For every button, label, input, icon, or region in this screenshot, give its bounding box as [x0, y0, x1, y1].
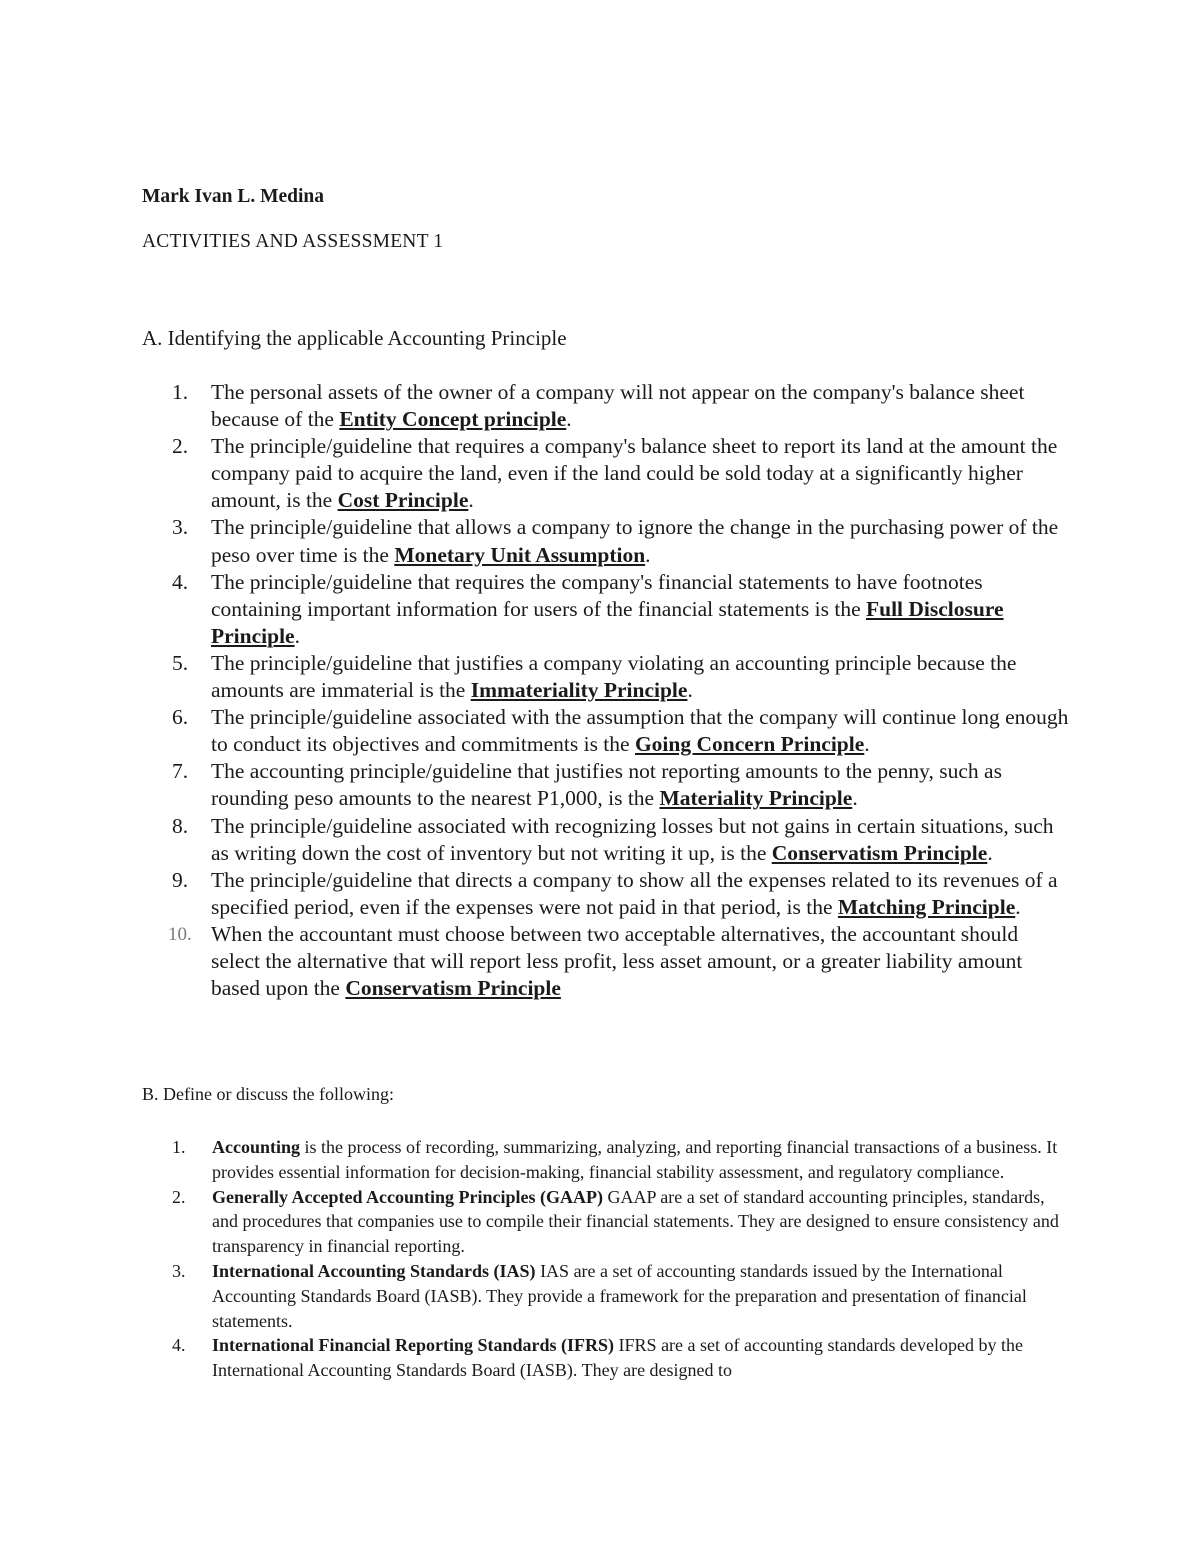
item-number: 1.: [172, 380, 189, 404]
item-answer: Monetary Unit Assumption: [394, 542, 646, 567]
section-b-heading: B. Define or discuss the following:: [142, 1084, 394, 1104]
item-definition: is the process of recording, summarizing, analyzing, and reporting financial transactions of a business. It provides essential information for decision-making, financial stability assessment, and regulatory compliance.: [212, 1137, 1058, 1182]
item-answer: Immateriality Principle: [470, 678, 688, 703]
item-text: The principle/guideline that justifies a company violating an accounting principle because the amounts are immaterial is the: [211, 650, 1017, 703]
item-text: The accounting principle/guideline that justifies not reporting amounts to the penny, such as rounding peso amounts to the nearest P1,000, is the: [211, 759, 1002, 811]
list-item: [172, 1135, 1072, 1185]
list-item: [172, 1333, 1072, 1383]
item-text: The principle/guideline associated with recognizing losses but not gains in certain situations, such as writing down the cost of inventory but not writing it up, is the: [211, 813, 1054, 865]
list-item: [172, 379, 1072, 433]
item-answer: Cost Principle: [337, 488, 469, 513]
item-definition: IFRS are a set of accounting standards developed by the International Accounting Standards Board (IASB). They are designed to: [212, 1335, 1023, 1381]
item-tail: .: [1015, 894, 1021, 919]
item-number: 5.: [172, 650, 189, 675]
list-item: [172, 1185, 1072, 1259]
item-text: The principle/guideline that requires a company's balance sheet to report its land at the amount the company paid to acquire the land, even if the land could be sold today at a significantly higher amount, is the: [211, 434, 1058, 513]
item-text: The principle/guideline associated with the assumption that the company will continue long enough to conduct its objectives and commitments is the: [211, 705, 1069, 757]
item-tail: .: [645, 542, 651, 567]
item-number: 8.: [172, 813, 189, 838]
section-a-heading: A. Identifying the applicable Accounting Principle: [142, 326, 567, 350]
item-tail: .: [687, 678, 693, 703]
item-answer: Conservatism Principle: [345, 976, 561, 1001]
principles-list: [168, 379, 1072, 1002]
item-answer: Matching Principle: [837, 894, 1016, 919]
definitions-list: [172, 1135, 1072, 1383]
item-answer: Materiality Principle: [659, 786, 853, 811]
item-answer: Entity Concept principle: [339, 407, 567, 432]
item-number: 7.: [172, 759, 189, 784]
item-number: 6.: [172, 705, 189, 730]
author-name: Mark Ivan L. Medina: [142, 186, 325, 207]
item-text: The principle/guideline that directs a company to show all the expenses related to its revenues of a specified period, even if the expenses were not paid in that period, is the: [211, 867, 1058, 919]
item-tail: .: [566, 407, 572, 432]
item-answer: Full Disclosure Principle: [211, 596, 1004, 648]
item-term: Generally Accepted Accounting Principles (GAAP): [212, 1186, 603, 1207]
list-item: [168, 921, 1072, 1002]
item-term: International Accounting Standards (IAS): [212, 1260, 536, 1281]
item-text: When the accountant must choose between two acceptable alternatives, the accountant should select the alternative that will report less profit, less asset amount, or a greater liability amount based upon the: [211, 921, 1023, 1001]
list-item: [172, 650, 1072, 704]
item-number: 1.: [172, 1137, 186, 1157]
list-item: [172, 514, 1072, 568]
item-number: 9.: [172, 867, 189, 892]
list-item: [172, 569, 1072, 650]
item-definition: GAAP are a set of standard accounting principles, standards, and procedures that companies use to compile their financial statements. They are designed to ensure consistency and transparency in financial reporting.: [212, 1186, 1059, 1257]
item-term: Accounting: [212, 1137, 301, 1157]
item-definition: IAS are a set of accounting standards issued by the International Accounting Standards Board (IASB). They provide a framework for the preparation and presentation of financial statements.: [212, 1260, 1027, 1331]
item-number: 4.: [172, 1335, 186, 1356]
item-answer: Conservatism Principle: [771, 840, 988, 865]
item-number: 10.: [168, 923, 192, 945]
list-item: [172, 433, 1072, 514]
item-tail: .: [294, 623, 300, 648]
item-number: 4.: [172, 569, 189, 594]
item-number: 3.: [172, 1260, 186, 1281]
list-item: [172, 758, 1072, 812]
item-term: International Financial Reporting Standards (IFRS): [212, 1335, 615, 1356]
list-item: [172, 867, 1072, 921]
list-item: [172, 704, 1072, 758]
item-tail: .: [468, 488, 474, 513]
item-text: The principle/guideline that requires the company's financial statements to have footnotes containing important information for users of the financial statements is the: [211, 569, 983, 621]
item-tail: .: [987, 840, 993, 865]
item-answer: Going Concern Principle: [634, 732, 865, 757]
list-item: [172, 813, 1072, 867]
item-tail: .: [852, 786, 858, 811]
item-number: 3.: [172, 515, 189, 540]
item-tail: .: [864, 732, 870, 757]
document-title: ACTIVITIES AND ASSESSMENT 1: [142, 231, 444, 252]
list-item: [172, 1259, 1072, 1333]
item-number: 2.: [172, 1186, 186, 1207]
item-number: 2.: [172, 434, 189, 459]
item-text: The personal assets of the owner of a company will not appear on the company's balance sheet because of the: [211, 380, 1025, 432]
item-text: The principle/guideline that allows a company to ignore the change in the purchasing power of the peso over time is the: [211, 515, 1059, 567]
